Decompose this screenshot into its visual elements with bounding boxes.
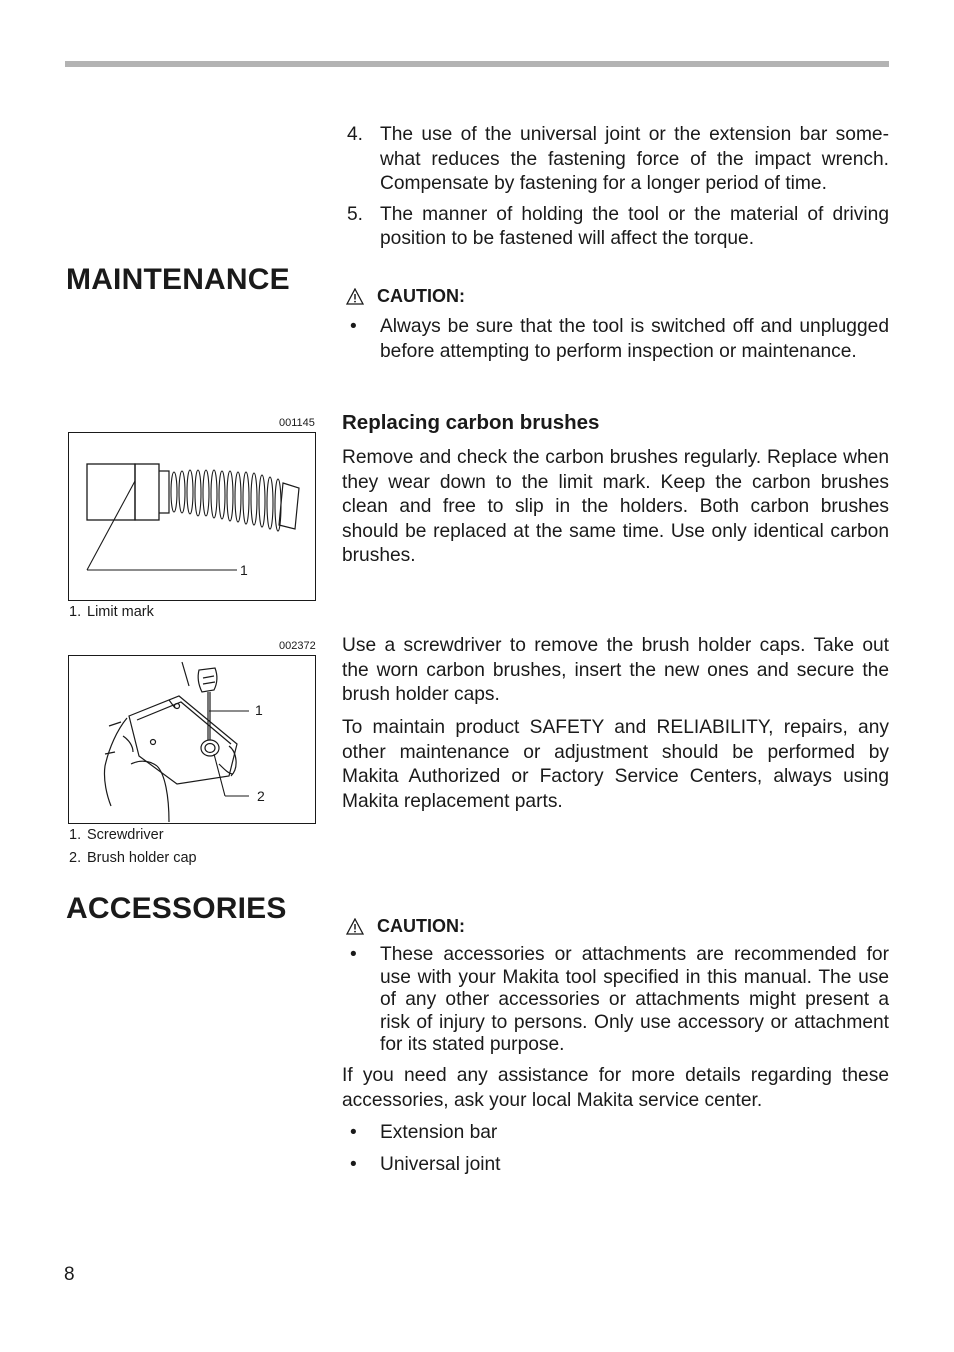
callout-1: 1 — [240, 562, 248, 578]
maintenance-paragraph: Remove and check the carbon brushes regularly. Replace when they wear down to the limit mark. Keep the carbon brushes clean and free to slip in the holders. Both carbon brushes should be replaced at the same time. Use only identical carbon brushes. — [342, 447, 889, 566]
accessories-caution — [342, 915, 889, 1057]
maintenance-paragraph: To maintain product SAFETY and RELIABILITY, repairs, any other maintenance or adjustment should be performed by Makita Authorized or Factory Service Centers, always using Makita replacement parts. — [342, 717, 889, 812]
steps-list — [342, 123, 889, 258]
brush-holder-illustration — [69, 656, 314, 822]
step-text: The manner of holding the tool or the material of driving position to be fastened will affect the torque. — [380, 203, 889, 249]
list-item: • Extension bar — [350, 1122, 498, 1143]
replacing-brushes-heading: Replacing carbon brushes — [342, 411, 600, 434]
carbon-brush-illustration — [69, 433, 314, 599]
warning-triangle-icon — [346, 918, 364, 935]
figure-caption: 2. Brush holder cap — [69, 850, 197, 866]
carbon-brush-figure — [68, 432, 316, 601]
maintenance-paragraph: Use a screwdriver to remove the brush holder caps. Take out the worn carbon brushes, insert the new ones and secure the brush holder caps. — [342, 635, 889, 705]
callout-2: 2 — [257, 788, 265, 804]
caution-bullet: • These accessories or attachments are recommended for use with your Makita tool specified in this manual. The use of any other accessories or attachments might present a risk of injury to persons. Only use accessory or attachment for its stated purpose. — [350, 944, 889, 1056]
list-item: 4. The use of the universal joint or the extension bar somewhat reduces the fastening force of the impact wrench. Compensate by fastening for a longer period of time. — [347, 124, 889, 194]
header-rule — [65, 61, 889, 67]
figure-code: 001145 — [279, 417, 315, 429]
accessories-heading: ACCESSORIES — [66, 892, 287, 925]
caution-label: CAUTION: — [342, 915, 889, 937]
brush-holder-figure — [68, 655, 316, 824]
figure-caption: 1. Screwdriver — [69, 827, 164, 843]
maintenance-heading: MAINTENANCE — [66, 263, 290, 296]
maintenance-caution — [342, 285, 889, 364]
figure-code: 002372 — [279, 640, 316, 652]
step-text: The use of the universal joint or the extension bar somewhat reduces the fastening force of the impact wrench. Compensate by fastening for a longer period of time. — [380, 124, 889, 194]
callout-1: 1 — [255, 702, 263, 718]
caution-bullet: • Always be sure that the tool is switched off and unplugged before attempting to perform inspection or maintenance. — [350, 316, 889, 362]
accessories-list — [342, 1121, 889, 1177]
warning-triangle-icon — [346, 288, 364, 305]
caution-label: CAUTION: — [342, 285, 889, 307]
list-item: 5. The manner of holding the tool or the material of driving position to be fastened will affect the torque. — [347, 203, 889, 249]
page-number: 8 — [64, 1264, 75, 1285]
list-item: • Universal joint — [350, 1153, 501, 1175]
accessories-paragraph: If you need any assistance for more details regarding these accessories, ask your local Makita service center. — [342, 1065, 889, 1111]
figure-caption: 1. Limit mark — [69, 604, 154, 620]
